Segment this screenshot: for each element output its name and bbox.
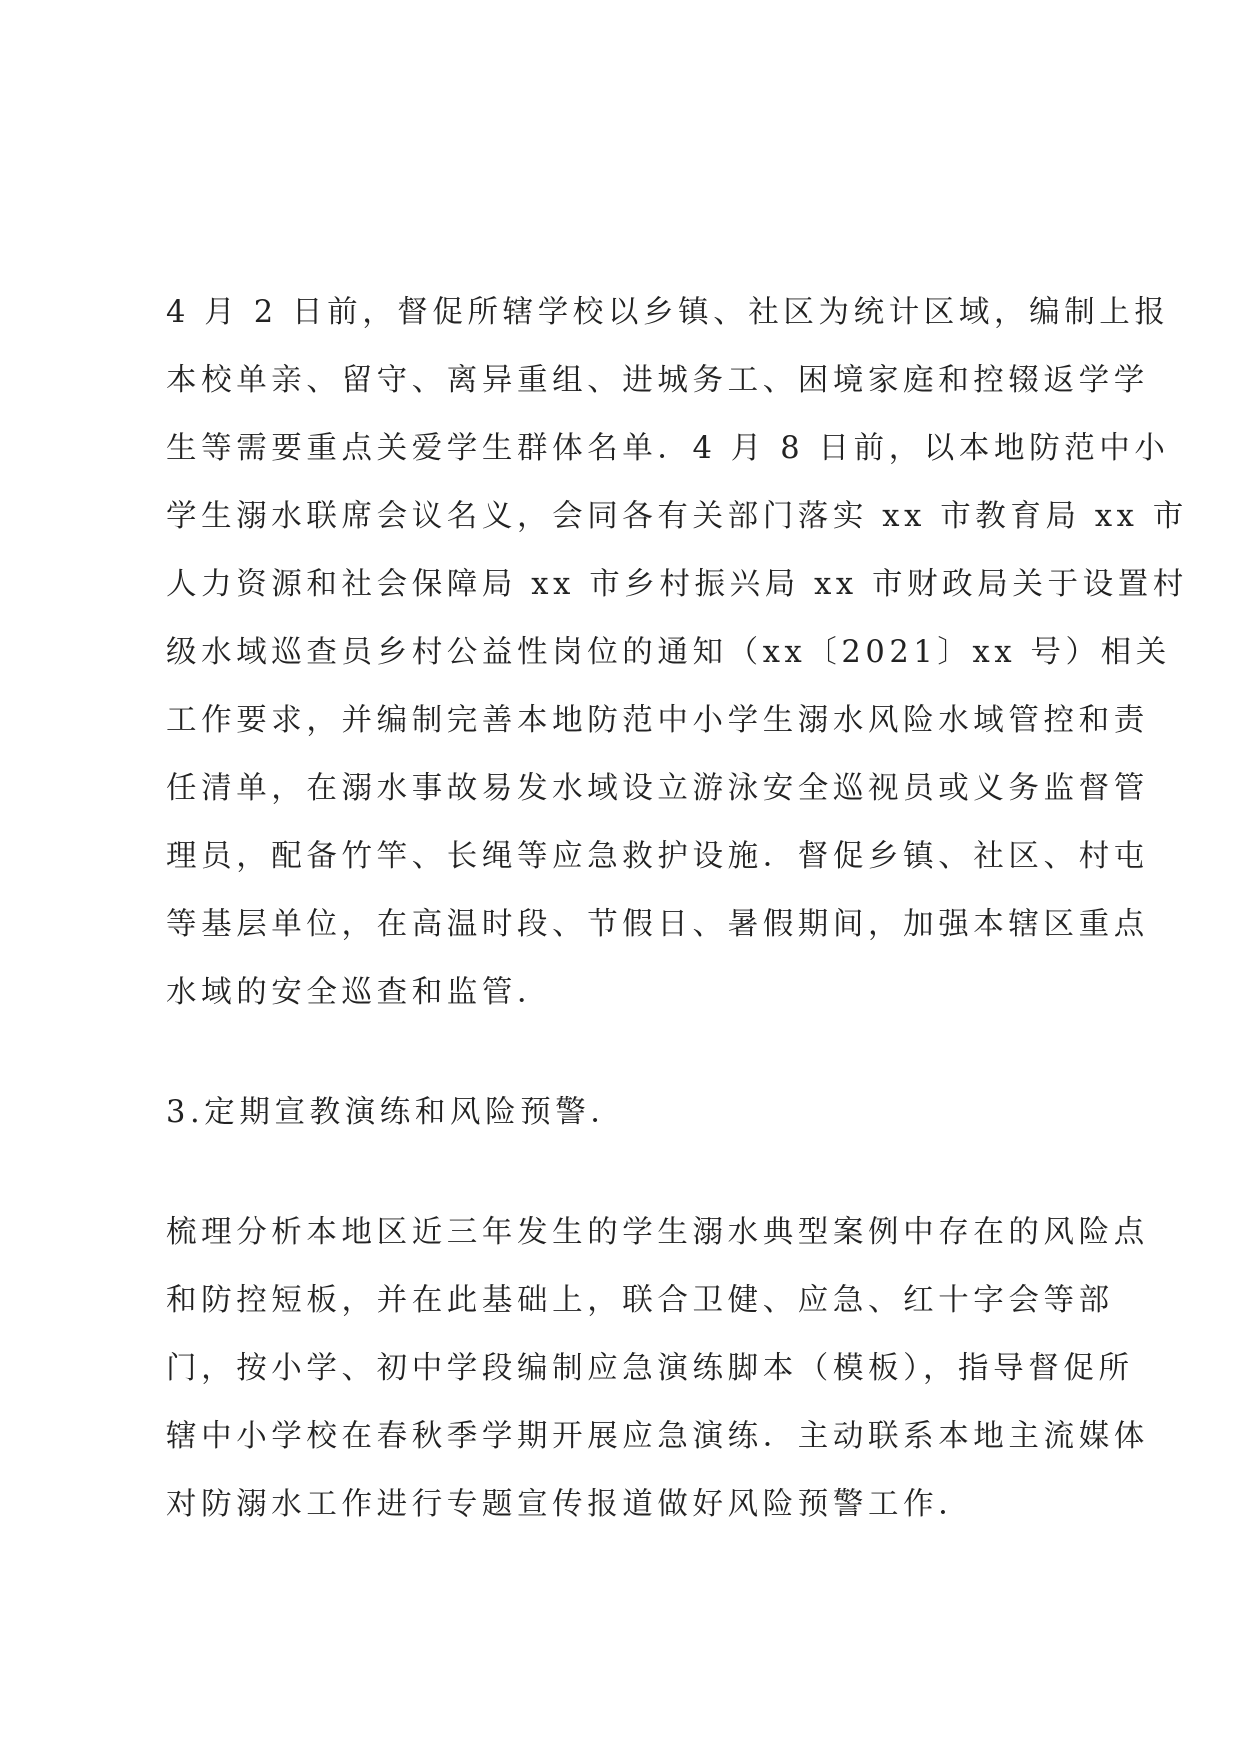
paragraph-line: 4 月 2 日前，督促所辖学校以乡镇、社区为统计区域，编制上报 bbox=[166, 295, 1170, 330]
paragraph-line: 学生溺水联席会议名义，会同各有关部门落实 xx 市教育局 xx 市 bbox=[166, 499, 1188, 534]
paragraph-line: 对防溺水工作进行专题宣传报道做好风险预警工作． bbox=[166, 1487, 974, 1522]
paragraph-line: 工作要求，并编制完善本地防范中小学生溺水风险水域管控和责 bbox=[166, 703, 1149, 738]
paragraph-line: 梳理分析本地区近三年发生的学生溺水典型案例中存在的风险点 bbox=[166, 1215, 1149, 1250]
paragraph-line: 任清单，在溺水事故易发水域设立游泳安全巡视员或义务监督管 bbox=[166, 771, 1149, 806]
paragraph-line: 辖中小学校在春秋季学期开展应急演练．主动联系本地主流媒体 bbox=[166, 1419, 1149, 1454]
paragraph-line: 本校单亲、留守、离异重组、进城务工、困境家庭和控辍返学学 bbox=[166, 363, 1149, 398]
paragraph-line: 门，按小学、初中学段编制应急演练脚本（模板），指导督促所 bbox=[166, 1351, 1134, 1386]
paragraph-line: 等基层单位，在高温时段、节假日、暑假期间，加强本辖区重点 bbox=[166, 907, 1149, 942]
paragraph-line: 级水域巡查员乡村公益性岗位的通知（xx〔2021〕xx 号）相关 bbox=[166, 635, 1171, 670]
paragraph-line: 和防控短板，并在此基础上，联合卫健、应急、红十字会等部 bbox=[166, 1283, 1114, 1318]
paragraph-line: 生等需要重点关爱学生群体名单．4 月 8 日前，以本地防范中小 bbox=[166, 431, 1170, 466]
paragraph-line: 人力资源和社会保障局 xx 市乡村振兴局 xx 市财政局关于设置村 bbox=[166, 567, 1188, 602]
paragraph-line: 水域的安全巡查和监管． bbox=[166, 975, 553, 1010]
section-heading: 3.定期宣教演练和风险预警． bbox=[166, 1095, 626, 1130]
paragraph-line: 理员，配备竹竿、长绳等应急救护设施．督促乡镇、社区、村屯 bbox=[166, 839, 1149, 874]
